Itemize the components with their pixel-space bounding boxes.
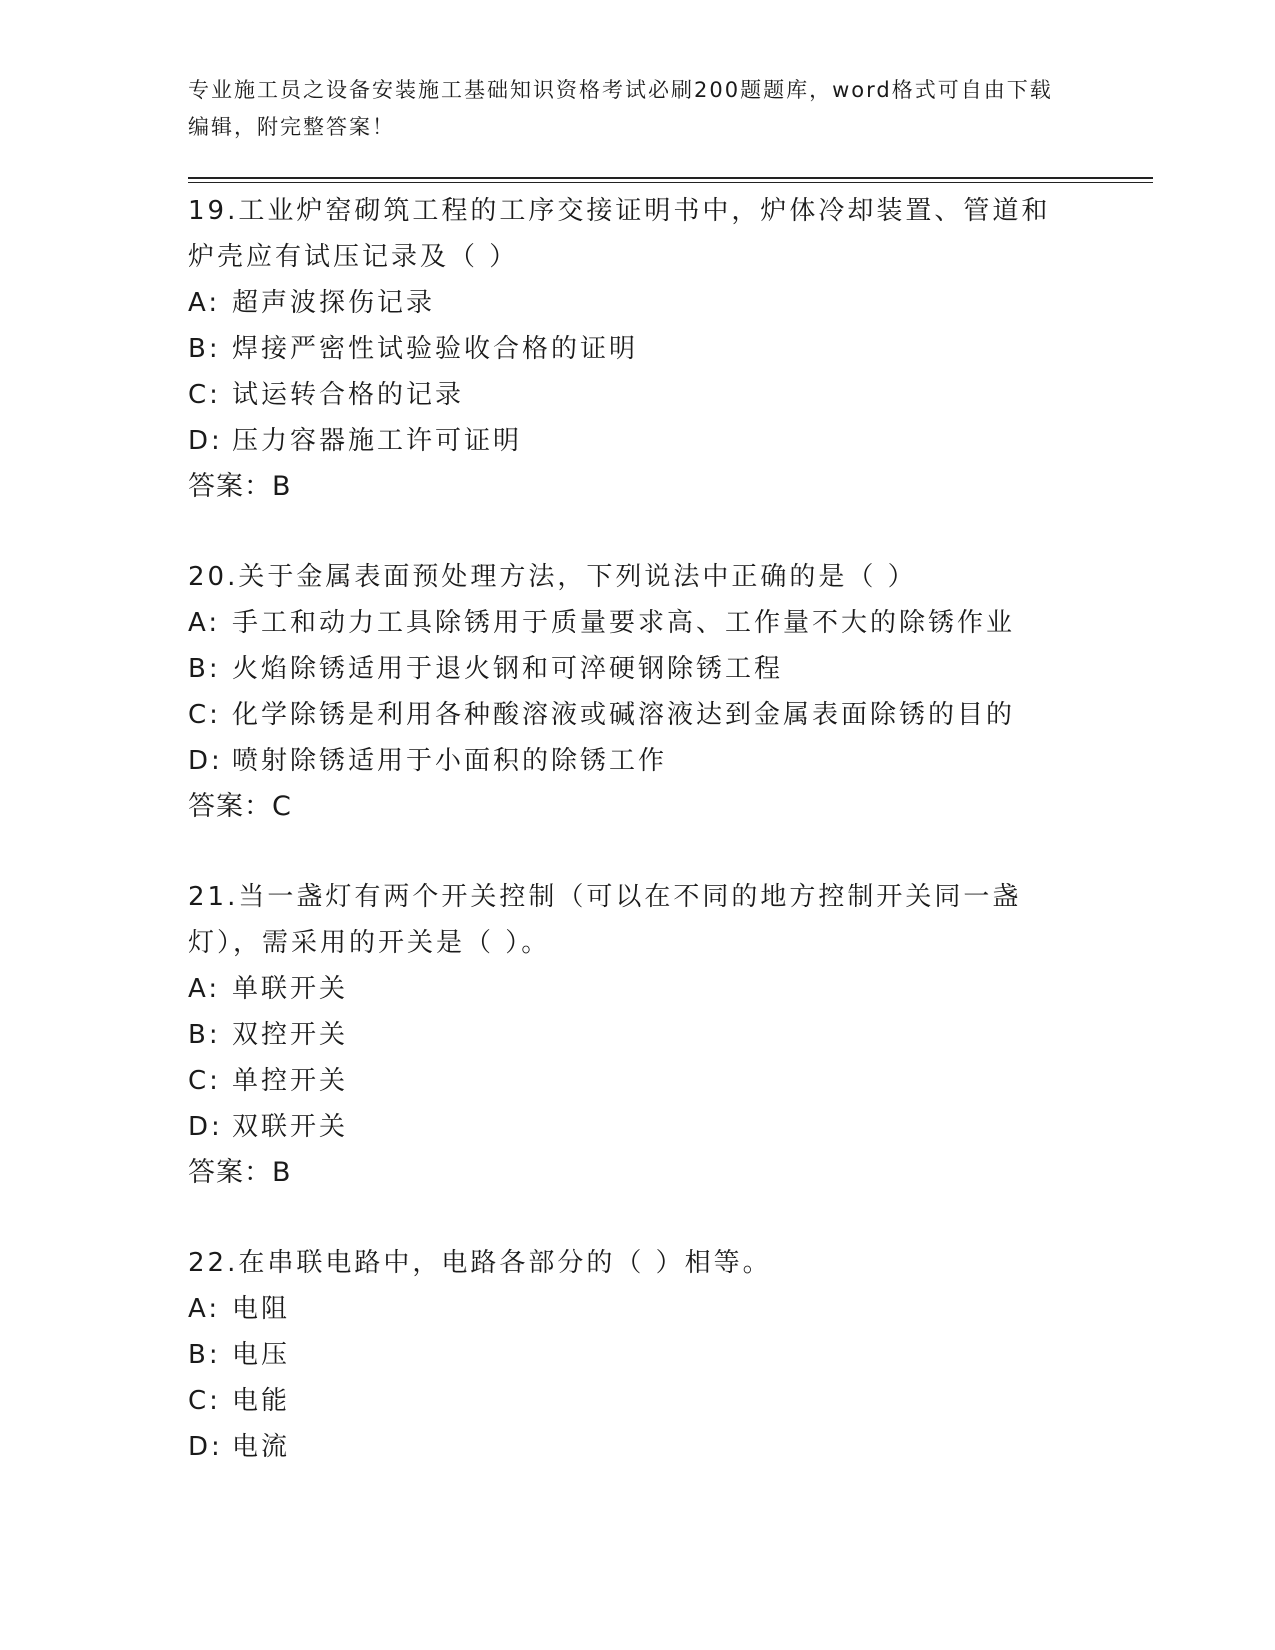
- option-text: 焊接严密性试验验收合格的证明: [232, 334, 639, 364]
- question-gap: [188, 510, 1088, 554]
- option-text: 超声波探伤记录: [232, 288, 436, 318]
- option-key: D:: [188, 746, 223, 776]
- question-gap: [188, 1196, 1088, 1240]
- answer-line: 答案：B: [188, 1157, 292, 1188]
- option-c: [188, 692, 1088, 738]
- option-text: 双联开关: [232, 1112, 349, 1142]
- option-key: A:: [188, 608, 221, 638]
- option-key: D:: [188, 1432, 223, 1462]
- option-key: B:: [188, 1020, 221, 1050]
- option-c: [188, 372, 1088, 418]
- option-key: D:: [188, 426, 223, 456]
- option-key: B:: [188, 1340, 221, 1370]
- option-text: 双控开关: [232, 1020, 349, 1050]
- option-key: A:: [188, 974, 221, 1004]
- option-key: C:: [188, 700, 221, 730]
- question-stem: 22.在串联电路中，电路各部分的（ ）相等。: [188, 1248, 772, 1278]
- option-a: [188, 600, 1088, 646]
- option-a: [188, 280, 1088, 326]
- option-c: [188, 1058, 1088, 1104]
- question-gap: [188, 830, 1088, 874]
- header-divider-thin: [188, 182, 1153, 183]
- option-text: 电流: [232, 1432, 291, 1462]
- question-19: [188, 188, 1088, 510]
- option-a: [188, 1286, 1088, 1332]
- option-b: [188, 1012, 1088, 1058]
- option-key: A:: [188, 1294, 221, 1324]
- answer-line: 答案：C: [188, 791, 292, 822]
- question-21: [188, 874, 1088, 1196]
- option-key: B:: [188, 654, 221, 684]
- option-text: 试运转合格的记录: [232, 380, 465, 410]
- option-d: [188, 1104, 1088, 1150]
- option-text: 压力容器施工许可证明: [232, 426, 523, 456]
- option-a: [188, 966, 1088, 1012]
- option-text: 手工和动力工具除锈用于质量要求高、工作量不大的除锈作业: [232, 608, 1016, 638]
- question-stem: 20.关于金属表面预处理方法，下列说法中正确的是（ ）: [188, 562, 917, 592]
- answer-line: 答案：B: [188, 471, 292, 502]
- document-title: 专业施工员之设备安装施工基础知识资格考试必刷200题题库，word格式可自由下载编辑，附完整答案！: [188, 78, 1053, 139]
- option-b: [188, 326, 1088, 372]
- option-d: [188, 418, 1088, 464]
- question-20: [188, 554, 1088, 830]
- option-text: 化学除锈是利用各种酸溶液或碱溶液达到金属表面除锈的目的: [232, 700, 1016, 730]
- option-key: C:: [188, 1386, 221, 1416]
- option-key: C:: [188, 1066, 221, 1096]
- option-text: 喷射除锈适用于小面积的除锈工作: [232, 746, 668, 776]
- option-key: C:: [188, 380, 221, 410]
- option-key: D:: [188, 1112, 223, 1142]
- question-list: [188, 188, 1088, 1470]
- question-22: [188, 1240, 1088, 1470]
- option-text: 电阻: [232, 1294, 291, 1324]
- option-b: [188, 1332, 1088, 1378]
- option-key: A:: [188, 288, 221, 318]
- question-stem: 21.当一盏灯有两个开关控制（可以在不同的地方控制开关同一盏灯），需采用的开关是（ ）。: [188, 882, 1022, 958]
- option-b: [188, 646, 1088, 692]
- option-text: 单联开关: [232, 974, 349, 1004]
- option-text: 电能: [232, 1386, 291, 1416]
- option-c: [188, 1378, 1088, 1424]
- option-d: [188, 1424, 1088, 1470]
- option-text: 火焰除锈适用于退火钢和可淬硬钢除锈工程: [232, 654, 784, 684]
- option-d: [188, 738, 1088, 784]
- option-text: 单控开关: [232, 1066, 349, 1096]
- option-text: 电压: [232, 1340, 291, 1370]
- header-divider-thick: [188, 177, 1153, 179]
- option-key: B:: [188, 334, 221, 364]
- question-stem: 19.工业炉窑砌筑工程的工序交接证明书中，炉体冷却装置、管道和炉壳应有试压记录及（ ）: [188, 196, 1051, 272]
